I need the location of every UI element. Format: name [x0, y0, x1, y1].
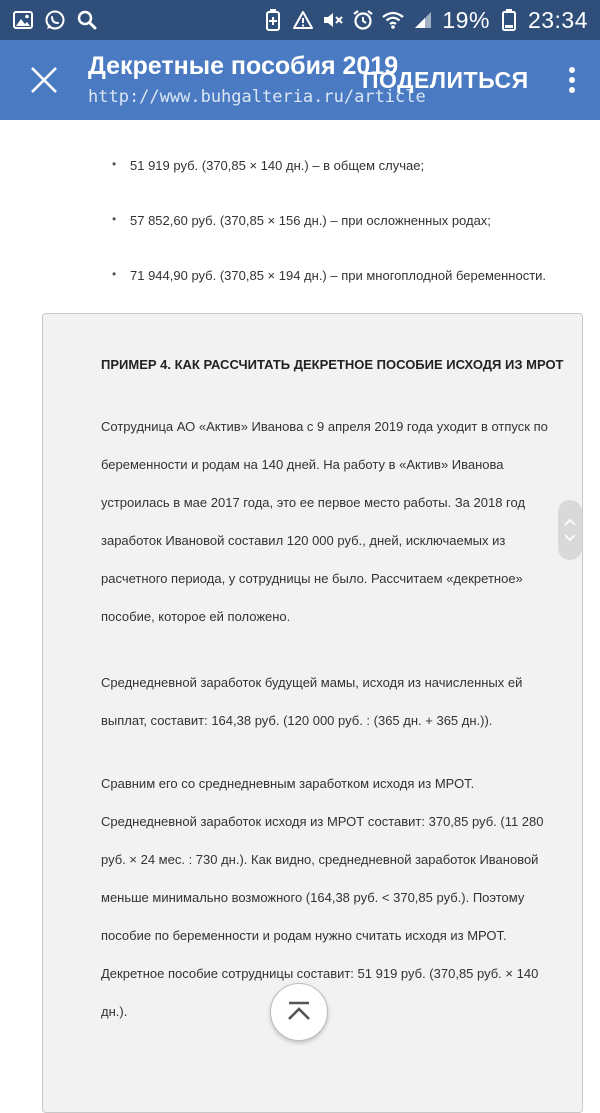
title-block: [88, 51, 426, 109]
chevron-up-icon: [564, 518, 576, 526]
close-button[interactable]: [0, 40, 88, 120]
mute-icon: [322, 9, 344, 31]
paragraph-line: беременности и родам на 140 дней. На работу в «Актив» Иванова: [101, 457, 504, 472]
example-paragraph-3: [101, 765, 571, 1031]
chevron-down-icon: [564, 534, 576, 542]
status-right-icons: [262, 7, 588, 34]
paragraph-line: Среднедневной заработок исходя из МРОТ составит: 370,85 руб. (11 280: [101, 814, 544, 829]
wifi-icon: [382, 9, 404, 31]
status-left-icons: [12, 9, 98, 31]
paragraph-line: Сравним его со среднедневным заработком исходя из МРОТ.: [101, 776, 475, 791]
scroll-to-top-icon: [286, 1001, 312, 1023]
more-vertical-icon: [568, 66, 576, 94]
battery-percent: 19%: [442, 6, 490, 33]
close-icon: [29, 65, 59, 95]
example-paragraph-1: [101, 408, 571, 636]
paragraph-line: дн.).: [101, 1004, 128, 1019]
gallery-icon: [12, 9, 34, 31]
paragraph-line: устроилась в мае 2017 года, это ее первое место работы. За 2018 год: [101, 495, 526, 510]
paragraph-line: меньше минимально возможного (164,38 руб. < 370,85 руб.). Поэтому: [101, 890, 525, 905]
paragraph-line: выплат, составит: 164,38 руб. (120 000 руб. : (365 дн. + 365 дн.)).: [101, 713, 493, 728]
scrollbar-thumb[interactable]: [558, 500, 582, 560]
scroll-to-top-button[interactable]: [270, 983, 328, 1041]
paragraph-line: руб. × 24 мес. : 730 дн.). Как видно, среднедневной заработок Ивановой: [101, 852, 539, 867]
paragraph-line: Сотрудница АО «Актив» Иванова с 9 апреля 2019 года уходит в отпуск по: [101, 419, 548, 434]
share-button[interactable]: ПОДЕЛИТЬСЯ: [362, 66, 529, 93]
alarm-icon: [352, 9, 374, 31]
whatsapp-icon: [44, 9, 66, 31]
warning-icon: [292, 9, 314, 31]
example-title: ПРИМЕР 4. КАК РАССЧИТАТЬ ДЕКРЕТНОЕ ПОСОБИЕ ИСХОДЯ ИЗ МРОТ: [101, 357, 564, 372]
list-item: • 57 852,60 руб. (370,85 × 156 дн.) – при осложненных родах;: [130, 213, 491, 228]
list-item: • 71 944,90 руб. (370,85 × 194 дн.) – при многоплодной беременности.: [130, 268, 546, 283]
signal-icon: [412, 9, 434, 31]
paragraph-line: пособие по беременности и родам нужно считать исходя из МРОТ.: [101, 928, 507, 943]
battery-icon: [498, 9, 520, 31]
page-title: Декретные пособия 2019: [88, 52, 399, 80]
clock: 23:34: [527, 6, 588, 33]
app-bar: [0, 40, 600, 120]
paragraph-line: расчетного периода, у сотрудницы не было. Рассчитаем «декретное»: [101, 571, 523, 586]
status-bar: [0, 0, 600, 40]
page-url: http://www.buhgalteria.ru/article: [88, 87, 426, 107]
list-item: • 51 919 руб. (370,85 × 140 дн.) – в общем случае;: [130, 158, 424, 173]
paragraph-line: Среднедневной заработок будущей мамы, исходя из начисленных ей: [101, 675, 523, 690]
example-paragraph-2: [101, 664, 571, 740]
paragraph-line: пособие, которое ей положено.: [101, 609, 291, 624]
overflow-menu-button[interactable]: [544, 40, 600, 120]
search-icon: [76, 9, 98, 31]
article-content: [0, 120, 600, 1065]
paragraph-line: Декретное пособие сотрудницы составит: 51 919 руб. (370,85 руб. × 140: [101, 966, 539, 981]
paragraph-line: заработок Ивановой составил 120 000 руб., дней, исключаемых из: [101, 533, 506, 548]
battery-saver-icon: [262, 9, 284, 31]
